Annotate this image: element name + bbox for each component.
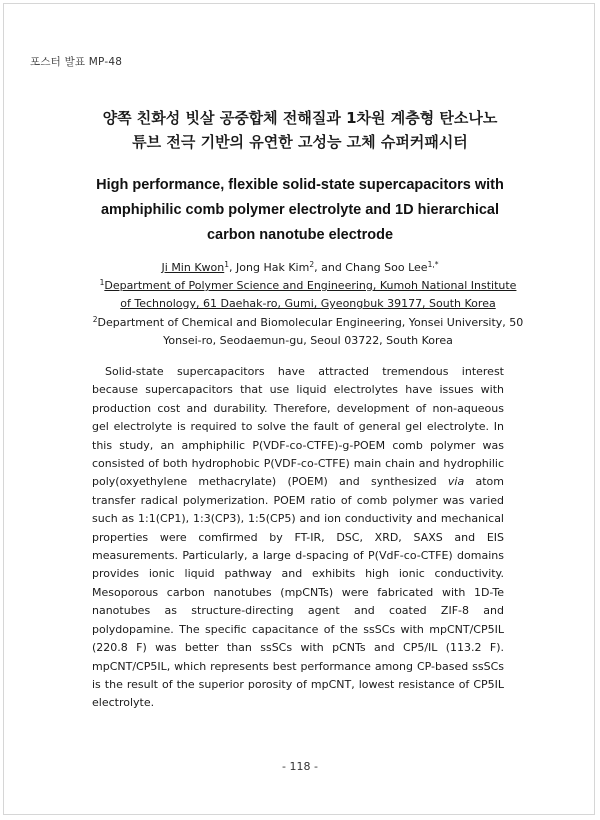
affiliation-2-mark: 2 [92,315,98,324]
author-separator: , [229,261,237,274]
author-presenting: Ji Min Kwon [161,261,225,274]
affiliation-2 [92,314,524,350]
abstract-body [92,363,504,713]
korean-title-line-1: 양쪽 친화성 빗살 공중합체 전해질과 1차원 계층형 탄소나노 [102,109,498,127]
author-separator-and: , and [314,261,346,274]
author-2: Jong Hak Kim [236,261,310,274]
session-tag: 포스터 발표 MP-48 [30,56,123,68]
korean-title [40,106,560,154]
author-2-affiliation-mark: 2 [309,260,315,269]
english-title-line-1: High performance, flexible solid-state supercapacitors with [96,177,504,193]
author-list [60,259,540,277]
abstract-text-1: Solid-state supercapacitors have attracted tremendous interest because supercapacitors that use liquid electrolytes have issues with production cost and durability. Therefore, development of non-aqueous gel electrolyte is required to solve the fault of general gel electrolyte. In this study, an amphiphilic P(VDF-co-CTFE)-g-POEM comb polymer was consisted of both hydrophobic P(VDF-co-CTFE) main chain and hydrophilic poly(oxyethylene methacrylate) (POEM) and synthesized [92,365,504,489]
affiliation-1-line-2: of Technology, 61 Daehak-ro, Gumi, Gyeongbuk 39177, South Korea [120,297,496,310]
abstract-italic-via: via [447,475,465,489]
english-title [60,173,540,248]
page-number: - 118 - [282,760,318,773]
affiliation-2-line-2: Yonsei-ro, Seodaemun-gu, Seoul 03722, South Korea [163,334,453,347]
author-1-affiliation-mark: 1 [224,260,230,269]
korean-title-line-2: 튜브 전극 기반의 유연한 고성능 고체 슈퍼커패시터 [132,133,468,151]
author-corresponding: Chang Soo Lee [345,261,428,274]
affiliation-1-mark: 1 [99,278,105,287]
english-title-line-3: carbon nanotube electrode [206,227,394,243]
affiliation-1-line-1: Department of Polymer Science and Engineering, Kumoh National Institute [104,279,517,292]
affiliation-1 [92,277,524,313]
author-3-affiliation-mark: 1,* [427,260,439,269]
english-title-line-2: amphiphilic comb polymer electrolyte and 1D hierarchical [100,202,500,218]
affiliation-2-line-1: Department of Chemical and Biomolecular Engineering, Yonsei University, 50 [97,316,524,329]
abstract-text-2: atom transfer radical polymerization. POEM ratio of comb polymer was varied such as 1:1(CP1), 1:3(CP3), 1:5(CP5) and ion conductivity and mechanical properties were comfirmed by FT-IR, DSC, XRD, SAXS and EIS measurements. Particularly, a large d-spacing of P(VdF-co-CTFE) domains provides ionic liquid pathway and exhibits high ionic conductivity. Mesoporous carbon nanotubes (mpCNTs) were fabricated with 1D-Te nanotubes as structure-directing agent and coated ZIF-8 and polydopamine. The specific capacitance of the ssSCs with mpCNT/CP5IL (220.8 F) was better than ssSCs with pCNTs and CP5/IL (113.2 F). mpCNT/CP5IL, which represents best performance among CP-based ssSCs is the result of the superior porosity of mpCNT, lowest resistance of CP5IL electrolyte. [92,475,504,710]
